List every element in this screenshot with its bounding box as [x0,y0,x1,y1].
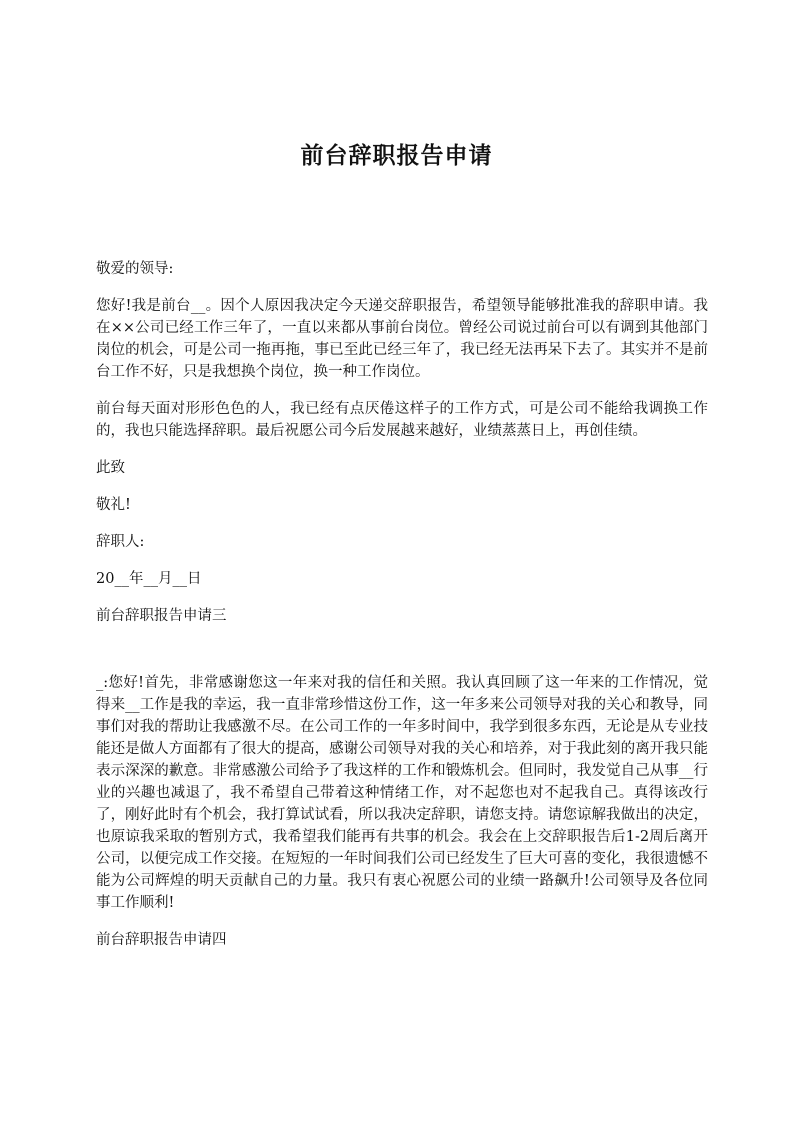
date-line: 20__年__月__日 [96,571,202,587]
closing: 此致 [96,460,125,476]
document-title: 前台辞职报告申请 [300,143,493,169]
salutation: 敬爱的领导: [96,261,174,277]
signature-label: 辞职人: [96,534,145,550]
section-3-heading: 前台辞职报告申请三 [96,608,227,624]
document-body [96,258,708,966]
section-3-paragraph: _:您好!首先，非常感谢您这一年来对我的信任和关照。我认真回顾了这一年来的工作情况，觉得来__工作是我的幸运，我一直非常珍惜这份工作，这一年多来公司领导对我的关心和教导，同事们对我的帮助让我感激不尽。在公司工作的一年多时间中，我学到很多东西，无论是从专业技能还是做人方面都有了很大的提高，感谢公司领导对我的关心和培养，对于我此刻的离开我只能表示深深的歉意。非常感激公司给予了我这样的工作和锻炼机会。但同时，我发觉自己从事__行业的兴趣也减退了，我不希望自己带着这种情绪工作，对不起您也对不起我自己。真得该改行了，刚好此时有个机会，我打算试试看，所以我决定辞职，请您支持。请您谅解我做出的决定，也原谅我采取的暂别方式，我希望我们能再有共事的机会。我会在上交辞职报告后1-2周后离开公司，以便完成工作交接。在短短的一年时间我们公司已经发生了巨大可喜的变化，我很遗憾不能为公司辉煌的明天贡献自己的力量。我只有衷心祝愿公司的业绩一路飙升!公司领导及各位同事工作顺利! [96,675,708,911]
paragraph-2: 前台每天面对形形色色的人，我已经有点厌倦这样子的工作方式，可是公司不能给我调换工作的，我也只能选择辞职。最后祝愿公司今后发展越来越好，业绩蒸蒸日上，再创佳绩。 [96,401,708,439]
spacer [96,642,708,672]
regards: 敬礼! [96,497,131,513]
section-4-heading: 前台辞职报告申请四 [96,932,227,948]
paragraph-1: 您好!我是前台__。因个人原因我决定今天递交辞职报告，希望领导能够批准我的辞职申请。我在××公司已经工作三年了，一直以来都从事前台岗位。曾经公司说过前台可以有调到其他部门岗位的机会，可是公司一拖再拖，事已至此已经三年了，我已经无法再呆下去了。其实并不是前台工作不好，只是我想换个岗位，换一种工作岗位。 [96,298,708,380]
